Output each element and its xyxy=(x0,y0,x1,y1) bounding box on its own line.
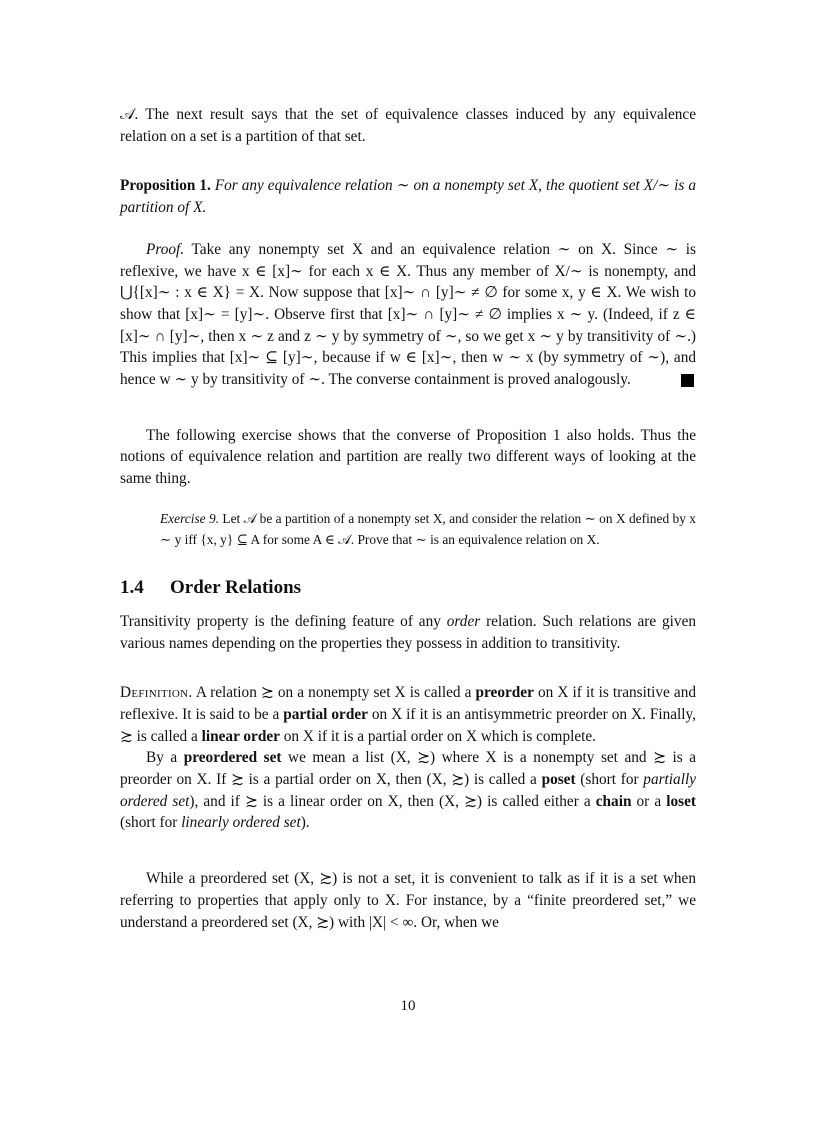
order-intro-paragraph xyxy=(120,611,696,654)
term-partial-order: partial order xyxy=(283,705,368,723)
term-preorder: preorder xyxy=(475,684,534,702)
paragraph-text: or a xyxy=(631,792,667,810)
term-linearly-ordered-set: linearly ordered set xyxy=(181,814,301,832)
term-chain: chain xyxy=(595,792,632,810)
definition xyxy=(120,682,696,747)
intro-paragraph: 𝒜. The next result says that the set of equivalence classes induced by any equivalence relation on a set is a partition of that set. xyxy=(120,106,696,145)
page-body xyxy=(120,104,696,933)
term-linear-order: linear order xyxy=(201,727,280,745)
term-poset: poset xyxy=(541,771,576,789)
exercise-label: Exercise 9. xyxy=(160,510,220,526)
proof xyxy=(120,239,696,391)
paragraph-text: (short for xyxy=(575,771,644,789)
last-paragraph: While a preordered set (X, ≿) is not a set, it is convenient to talk as if it is a set when referring to properties that apply only to X. For instance, by a “finite preordered set,” we understand a preordered set (X, ≿) with |X| < ∞. Or, when we xyxy=(120,870,696,931)
order-intro-text-rest: relation. Such relations are given various names depending on the properties they possess in addition to transitivity. xyxy=(120,612,697,652)
paragraph-text: (short for xyxy=(120,814,182,832)
section-number: 1.4 xyxy=(120,576,144,598)
term-partially-ordered-set: partially ordered set xyxy=(120,771,696,810)
exercise-text: Let 𝒜 be a partition of a nonempty set X, and consider the relation ∼ on X defined by x ∼ y iff {x, y} ⊆ A for some A ∈ 𝒜. Prove that ∼ is an equivalence relation on X. xyxy=(160,510,696,547)
proposition-label: Proposition 1. xyxy=(120,177,211,195)
definition-text: on X if it is transitive and reflexive. It is said to be a xyxy=(120,684,697,723)
paragraph-text: we mean a list (X, ≿) where X is a nonempty set and ≿ is a preorder on X. If ≿ is a partial order on X, then (X, ≿) is called a xyxy=(120,749,697,789)
paragraph-text: ). xyxy=(300,814,310,832)
qed-square-icon xyxy=(681,374,694,387)
preordered-set-paragraph xyxy=(120,747,696,834)
paragraph-text: ), and if ≿ is a linear order on X, then (X, ≿) is called either a xyxy=(189,792,596,810)
converse-paragraph: The following exercise shows that the converse of Proposition 1 also holds. Thus the notions of equivalence relation and partition are really two different ways of looking at the same thing. xyxy=(120,426,696,488)
proof-label: Proof. xyxy=(146,240,185,258)
proposition-statement: For any equivalence relation ∼ on a nonempty set X, the quotient set X/∼ is a partition of X. xyxy=(120,177,696,217)
order-intro-emphasis: order xyxy=(446,612,481,630)
page-number: 10 xyxy=(400,998,416,1014)
definition-text: on X if it is a partial order on X which is complete. xyxy=(279,727,596,745)
order-intro-text: Transitivity property is the defining feature of any xyxy=(120,612,447,630)
section-title: Order Relations xyxy=(170,576,302,598)
proof-text: Take any nonempty set X and an equivalence relation ∼ on X. Since ∼ is reflexive, we have x ∈ [x]∼ for each x ∈ X. Thus any member of X/∼ is nonempty, and ⋃{[x]∼ : x ∈ X} = X. Now suppose that [x]∼ ∩ [y]∼ ≠ ∅ for some x, y ∈ X. We wish to show that [x]∼ = [y]∼. Observe first that [x]∼ ∩ [y]∼ ≠ ∅ implies x ∼ y. (Indeed, if z ∈ [x]∼ ∩ [y]∼, then x ∼ z and z ∼ y by symmetry of ∼, so we get x ∼ y by transitivity of ∼.) This implies that [x]∼ ⊆ [y]∼, because if w ∈ [x]∼, then w ∼ x (by symmetry of ∼), and hence w ∼ y by transitivity of ∼. The converse containment is proved analogously. xyxy=(120,240,696,389)
definition-label: Definition. xyxy=(120,684,193,702)
proposition xyxy=(120,175,696,218)
term-preordered-set: preordered set xyxy=(183,749,282,767)
exercise xyxy=(160,508,696,550)
definition-text: A relation ≿ on a nonempty set X is called a xyxy=(192,684,476,702)
term-loset: loset xyxy=(666,792,696,810)
paragraph-text: By a xyxy=(146,749,184,767)
definition-text: on X if it is an antisymmetric preorder on X. Finally, ≿ is called a xyxy=(120,705,696,745)
section-heading xyxy=(120,576,696,600)
